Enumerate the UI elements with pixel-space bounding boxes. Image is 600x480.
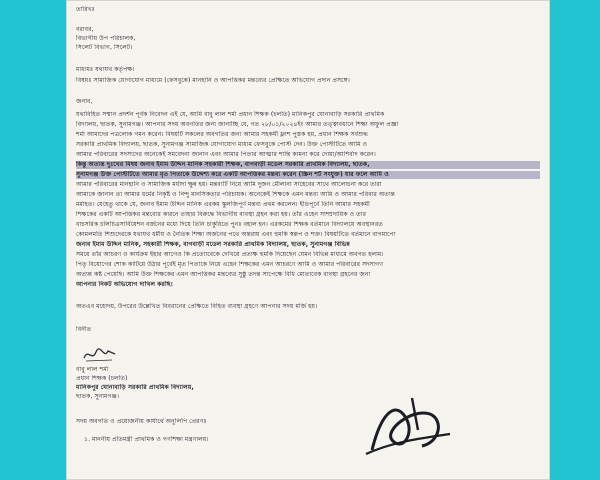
- signatory-school: মানিকপুর ঘোনাবাড়ি সরকারি প্রাথমিক বিদ্যালয়,: [76, 384, 194, 391]
- to-label: বরাবর,: [76, 26, 94, 33]
- copy-to-label: সদয় অবগতি ও প্রয়োজনীয় কার্যার্থে অনুলিপি প্রেরণঃ: [76, 418, 207, 425]
- body-line: আমার পরিবারের সদস্যদের অনেকেই সমবেদনা জানান এবং আমার পিতার আত্মার শান্তি কামনা করে দোয়া/আশির্বাদ করেন।: [76, 151, 376, 158]
- body-line: শিক্ষকের একটি আপত্তিকর মন্তব্যের কারনে তাহার বিরুদ্ধে বিভাগীয় ব্যবস্থা গ্রহন করা হয়। তাঁর এহেন সাম্প্রদায়িক ও তার: [76, 211, 366, 218]
- signature-label: বিনীত: [76, 326, 92, 333]
- body-line-highlighted: সুনামগঞ্জ উক্ত পোস্টটিতে আমার মৃত পিতাকে উদ্দেশ্য করে একটি আপত্তিকর মন্তব্য করেন (স্ক্রিন শর্ট সংযুক্ত) যার ফলে আমি ও: [76, 171, 540, 179]
- salutation: জনাব,: [76, 98, 93, 105]
- body-line: বিদ্যালয়, ছাতক, সুনামগঞ্জ। আপনার সদয় অবগতির জন্য জানাচ্ছি যে, গত ২৮/০১/২০২৪ইং আমার তত্ত্বাবধানে শিক্ষা অফুল প্রজ্ঞা: [76, 121, 399, 128]
- closing-line: অতএব মহোদয়, উপরের উল্লেখিত বিবরানের প্রেক্ষিতে বিহিত ব্যবস্থা গ্রহণে আপনার সদয় মর্জি হয়।: [76, 303, 318, 310]
- body-line: পিতৃ বিয়োগের শোক কাটিয়ে উঠার পূর্বেই মৃত পিতাকে নিয়ে এহেন শিক্ষকের এমন আচরণে আমি ও আমার পরিবারের সদস্যগণ: [76, 261, 383, 268]
- body-line: অত্যন্ত কষ্ট পেয়েছি। আমি উক্ত শিক্ষকের এমন আপত্তিকর মন্তব্যের সুষ্ঠু তদন্ত সাপেক্ষে বিধি মোতাবেক ব্যবস্থা গ্রহনের জন্য: [76, 271, 371, 278]
- via-label: মাধ্যমঃ যথাযথ কর্তৃপক্ষ।: [76, 66, 135, 73]
- signatory-name: বাবু লাল শর্মা: [76, 366, 109, 373]
- body-line-highlighted: কিন্তু অত্যন্ত দুঃখের বিষয় জনাব ইমাম উদ্দিন মানিক সহকারী শিক্ষক, বাগবাড়ী মডেল সরকারি প্রাথমিক বিদ্যালয়, ছাতক,: [76, 161, 540, 169]
- body-line: জনাব ইমাম উদ্দিন মানিক, সহকারী শিক্ষক, বাগবাড়ী মডেল সরকারি প্রাথমিক বিদ্যালয়, ছাতক, সুনামগঞ্জ বিভিন্ন: [76, 241, 350, 248]
- subject-line: বিষয়ঃ সামাজিক যোগাযোগ মাধ্যমে (ফেসবুকে) মানহানি ও আপত্তিকর মন্তব্যের প্রেক্ষিতে অভিযোগ প্রদান প্রসঙ্গে।: [76, 77, 350, 84]
- letter-page: [66, 0, 550, 480]
- handwritten-signature: [82, 346, 118, 364]
- body-line: বাচসরিক চলিচিত্রসার্বিয়েশন বর্জনের মধ্যে দিয়ে তিনি চাকুরিতে পুনঃ বহাল হন। এরকমের শিক্ষক বর্তমানে বিদ্যালয়ে অবস্থানরত: [76, 221, 383, 228]
- body-line: যথাবিহিত সম্মান প্রদর্শন পূর্বক নিবেদন এই যে, আমি বাবু লাল শর্মা প্রধান শিক্ষক (চলতি) মানিকপুর ঘোনাবাড়ি সরকারি প্রাথমিক: [76, 111, 385, 118]
- recipient-line-2: সিলেট বিভাগ, সিলেট।: [76, 44, 133, 51]
- body-line: শর্মা আমাদের পত্রলোক গমন করেন। বিষয়টি সকলের অবগতির জন্য আমার সহকর্মী ফ্লাশ পুস্তক হয়, প্রধান শিক্ষক সর্বশুদ্ধ: [76, 131, 368, 138]
- date-label: তারিখঃ: [76, 6, 95, 13]
- body-line: আপনার নিকট অভিযোগ দাখিল করছি।: [76, 281, 173, 288]
- signatory-designation: প্রধান শিক্ষক (চলতি): [76, 375, 128, 382]
- body-line: আমার পরিবারের মানহানি ও সামাজিক মর্যাদা ক্ষুন্ন হয়। মন্তব্যটি নিয়ে আমি দুজন মৌলানা সাহেবের সাথে আলোচনা করে তারা: [76, 181, 382, 188]
- body-line: মর্মাহত। যেহেতু থাকে যে, জনাব ইমাম উদ্দিন মানিক এরকম স্কুলজিপূর্ণ মন্তব্য প্রথম করলেন। ইতিপূর্বে তিনি আমার সহকর্মী: [76, 201, 370, 208]
- signatory-location: ছাতক, সুনামগঞ্জ।: [76, 393, 120, 400]
- body-line: কোমলমতি শিশুদেরকে যথাযথ ধর্মীয় ও নৈতিক শিক্ষা অর্জনের পথে অন্তরায় এবং হুমকি স্বরূপ ও শক্ত। বিষয়টিতে বর্তমানে বাগমাপো: [76, 231, 396, 238]
- body-line: আমাকে জানান তা আমার ধর্মের নিকৃষ্ট ও নিন্দু মানসিকতার পরিচায়ক। অনেকেই শিক্ষকে এমন মন্তব্য আমি ও আমার পরিবার অত্যন্ত: [76, 191, 395, 198]
- copy-to-item: ১. মাননীয় প্রতিমন্ত্রী প্রাথমিক ও গণশিক্ষা মন্ত্রণালয়।: [84, 436, 209, 443]
- recipient-line-1: বিভাগীয় উপ পরিচালক,: [76, 35, 136, 42]
- body-line: সময়ে তাঁর আচরণ ও কার্যক্রম ইহার আগেও কি প্রত্যোবেকে দেখিয়ে প্রত্যক্ষ হুমকি দিয়েছেন যেমন বিভিন্ন মাধ্যমে অবগত হলাম।: [76, 251, 384, 258]
- body-line: সরকারি প্রাথমিক বিদ্যালয়, ছাতক, সুনামগঞ্জ সামাজিক যোগাযোগ মাধ্যম ফেসবুকে পোস্ট দেন। উক্ত পোস্টটিতে আমি ও: [76, 141, 368, 148]
